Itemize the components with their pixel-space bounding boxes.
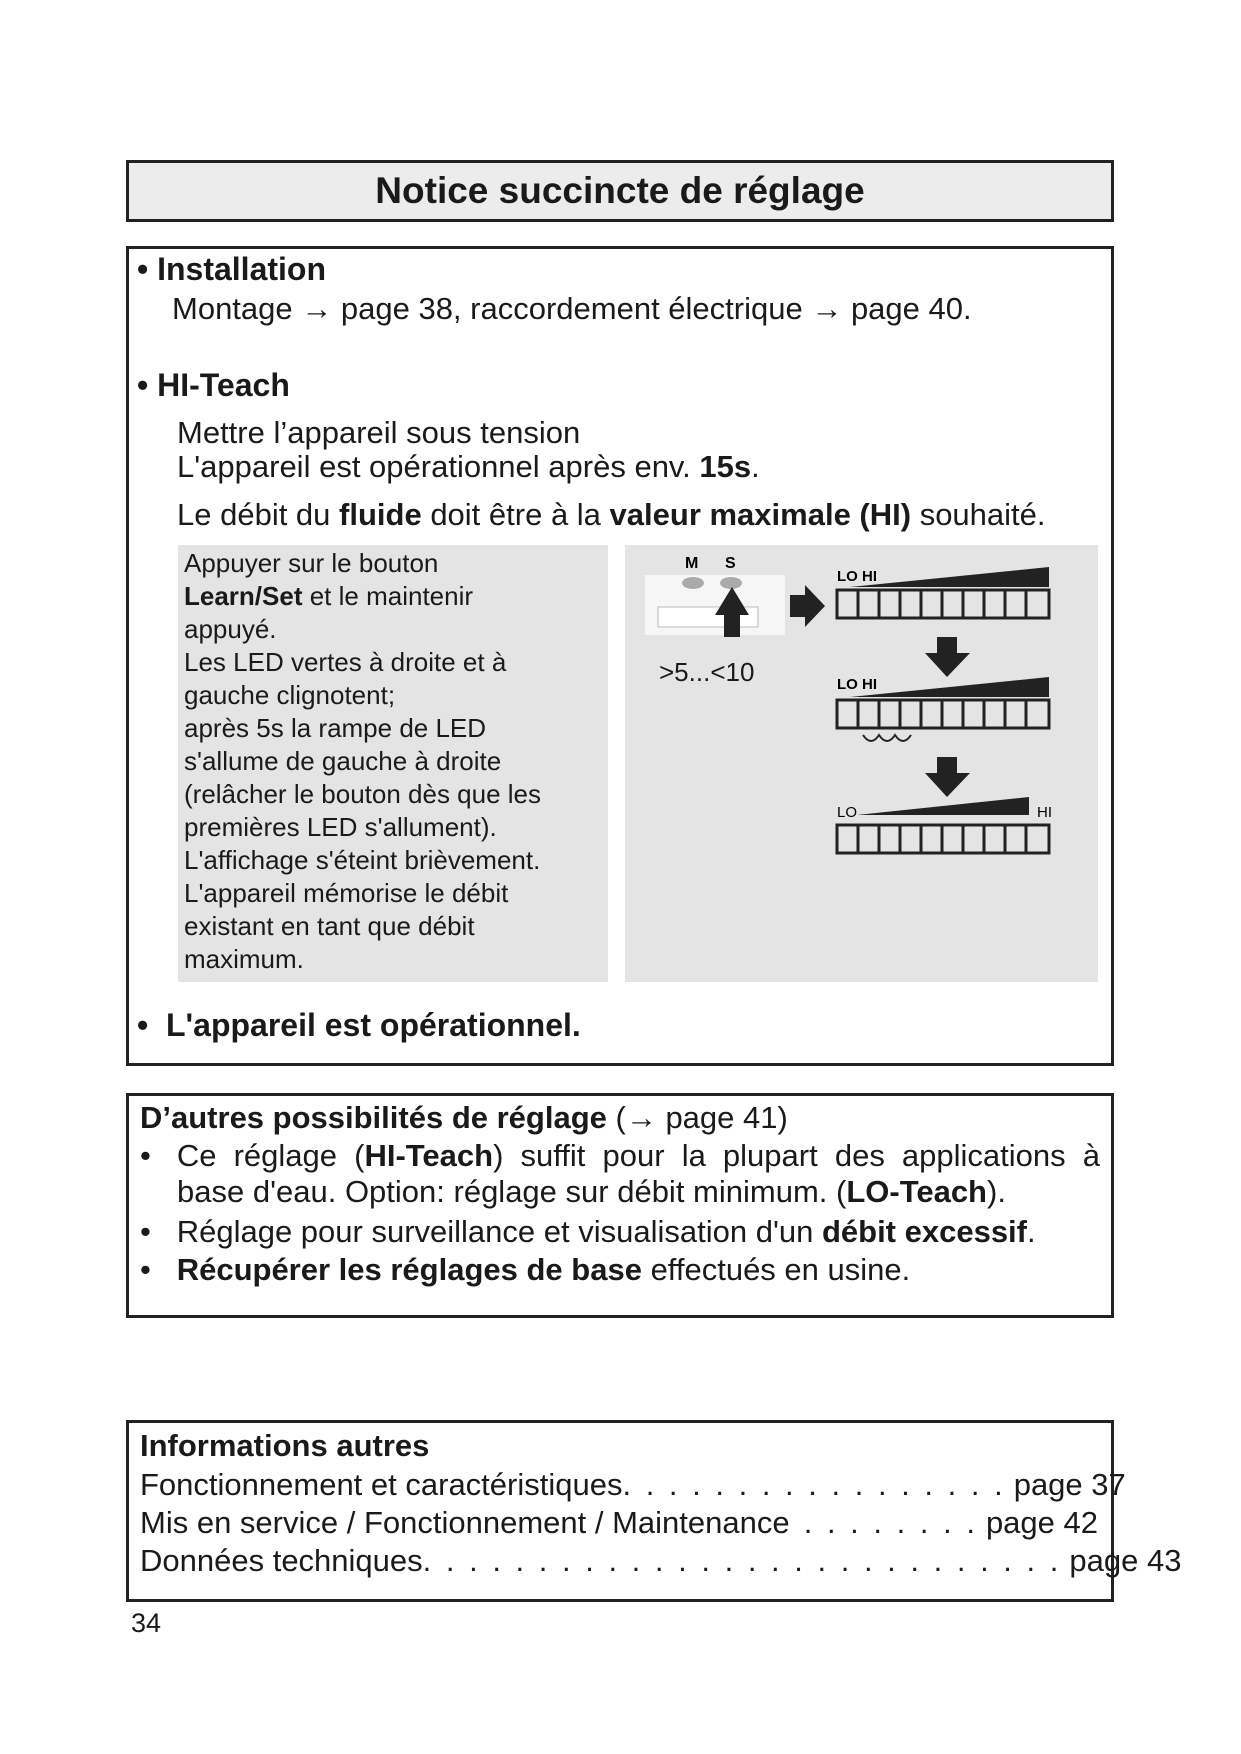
hi-teach-line1: Mettre l’appareil sous tension [177,415,581,450]
main-section [126,246,1114,1066]
arrow-down-1 [925,653,970,677]
other-bullet-3: • Récupérer les réglages de base effectués en usine. [140,1252,911,1287]
other-bullet-1-cont: base d'eau. Option: réglage sur débit minimum. (LO-Teach). [177,1174,1006,1209]
lohi-label-2: LO HI [837,676,877,693]
instruction-panel [178,545,608,982]
installation-text: Montage → page 38, raccordement électrique → page 40. [172,291,972,326]
hi-teach-heading: • HI-Teach [137,367,290,403]
figure-panel [625,545,1098,982]
other-heading: D’autres possibilités de réglage (→ page 41) [140,1100,788,1135]
arrow-right [790,585,825,627]
page-number: 34 [131,1608,162,1638]
lohi-label-1: LO HI [837,568,877,585]
button-s [720,577,742,589]
info-section [126,1420,1182,1602]
led-bar-3 [837,797,1052,853]
led-bar-1 [837,567,1049,618]
label-s: S [725,555,736,572]
hi-teach-line2: L'appareil est opérationnel après env. 15s. [177,449,760,484]
page-title: Notice succincte de réglage [375,170,865,211]
title-box [126,160,1114,222]
lo-label-3: LO [837,804,858,821]
button-m [682,577,704,589]
instruction-text: Appuyer sur le bouton Learn/Set et le maintenir appuyé. Les LED vertes à droite et à gauche clignotent; après 5s la rampe de LED s'allume de gauche à droite (relâcher le bouton dès que les premières LED s'allument). L'affichage s'éteint brièvement. L'appareil mémorise le débit existant en tant que débit maximum. [184,548,542,974]
label-m: M [685,555,699,572]
info-row[interactable]: Fonctionnement et caractéristiques . . . . . . . . . . . . . . . . . page 37 [140,1467,1126,1502]
info-row[interactable]: Données techniques . . . . . . . . . . . . . . . . . . . . . . . . . . . . page 43 [140,1543,1182,1578]
info-heading: Informations autres [140,1428,430,1463]
led-diagram [625,545,1098,982]
info-row[interactable]: Mis en service / Fonctionnement / Maintenance . . . . . . . . page 42 [140,1505,1098,1540]
other-bullet-1: • Ce réglage (HI-Teach) suffit pour la plupart des applications à [140,1138,1100,1173]
arrow-down-2 [925,773,970,797]
hi-teach-line3: Le débit du fluide doit être à la valeur maximale (HI) souhaité. [177,497,1046,532]
time-range-label: >5...<10 [659,657,755,687]
other-settings-section [126,1093,1114,1318]
ready-text: • L'appareil est opérationnel. [137,1007,581,1043]
other-bullet-2: • Réglage pour surveillance et visualisation d'un débit excessif. [140,1214,1036,1249]
installation-heading: • Installation [137,251,326,287]
hi-label-3: HI [1037,804,1052,821]
led-bar-2 [837,676,1049,741]
